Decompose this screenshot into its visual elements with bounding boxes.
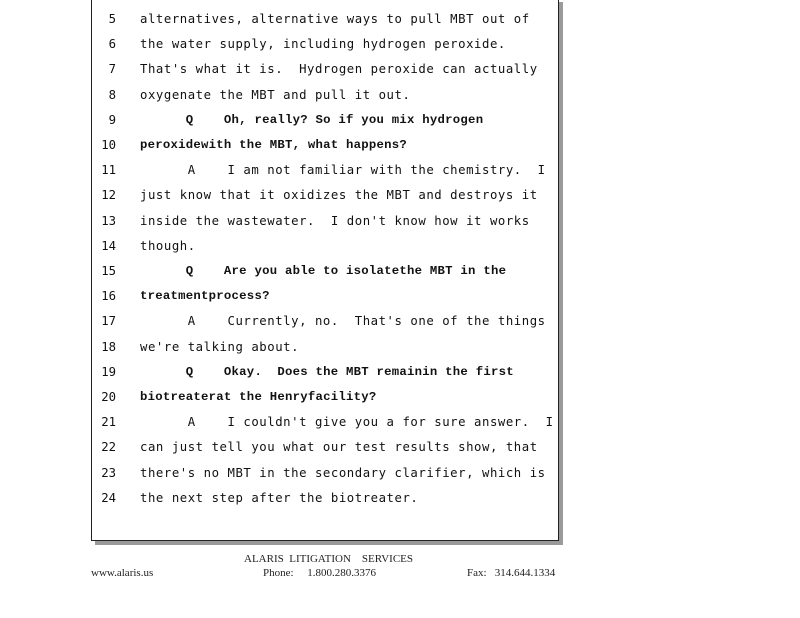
line-text: inside the wastewater. I don't know how it works	[140, 213, 530, 228]
transcript-line	[92, 239, 560, 259]
line-number: 21	[101, 415, 116, 430]
line-text: though.	[140, 238, 196, 253]
line-number: 22	[101, 440, 116, 455]
transcript-line	[92, 113, 560, 133]
line-number: 6	[108, 37, 116, 52]
transcript-line	[92, 289, 560, 309]
footer-fax: Fax: 314.644.1334	[467, 567, 556, 579]
transcript-line	[92, 491, 560, 511]
line-text: Q Oh, really? So if you mix hydrogen	[140, 112, 484, 127]
transcript-line	[92, 163, 560, 183]
transcript-line	[92, 365, 560, 385]
line-number: 20	[101, 390, 116, 404]
line-text: treatmentprocess?	[140, 289, 270, 304]
line-text: oxygenate the MBT and pull it out.	[140, 87, 411, 102]
line-number: 24	[101, 490, 116, 505]
line-number: 19	[101, 364, 116, 379]
footer-website[interactable]: www.alaris.us	[91, 567, 154, 579]
transcript-line	[92, 62, 560, 82]
line-text: A I am not familiar with the chemistry. I	[140, 163, 546, 178]
transcript-page	[91, 0, 559, 541]
transcript-line	[92, 440, 560, 460]
line-text: can just tell you what our test results show, that	[140, 440, 538, 455]
line-text: biotreaterat the Henryfacility?	[140, 390, 377, 404]
transcript-line	[92, 466, 560, 486]
transcript-line	[92, 138, 560, 158]
line-number: 17	[101, 314, 116, 329]
line-number: 9	[108, 112, 116, 127]
transcript-line	[92, 88, 560, 108]
line-number: 13	[101, 213, 116, 228]
transcript-line	[92, 12, 560, 32]
line-number: 10	[101, 138, 116, 152]
transcript-line	[92, 415, 560, 435]
line-text: A Currently, no. That's one of the things	[140, 314, 546, 329]
line-text: That's what it is. Hydrogen peroxide can actually	[140, 62, 538, 77]
transcript-line	[92, 390, 560, 410]
line-number: 16	[101, 289, 116, 304]
transcript-line	[92, 214, 560, 234]
line-text: A I couldn't give you a for sure answer. I	[140, 415, 554, 430]
line-text: peroxidewith the MBT, what happens?	[140, 138, 408, 152]
line-text: Q Okay. Does the MBT remainin the first	[140, 364, 514, 379]
line-text: just know that it oxidizes the MBT and destroys it	[140, 188, 538, 203]
transcript-line	[92, 188, 560, 208]
footer-company: ALARIS LITIGATION SERVICES	[244, 553, 414, 565]
line-text: the next step after the biotreater.	[140, 490, 419, 505]
line-text: we're talking about.	[140, 339, 300, 354]
line-text: the water supply, including hydrogen peroxide.	[140, 37, 506, 52]
footer-phone: Phone: 1.800.280.3376	[263, 567, 377, 579]
line-number: 12	[101, 188, 116, 203]
transcript-line	[92, 340, 560, 360]
transcript-line	[92, 264, 560, 284]
line-text: there's no MBT in the secondary clarifier, which is	[140, 465, 546, 480]
line-number: 5	[108, 12, 116, 26]
line-number: 23	[101, 465, 116, 480]
line-number: 15	[101, 264, 116, 278]
line-text: Q Are you able to isolatethe MBT in the	[140, 264, 507, 278]
line-number: 11	[101, 163, 116, 178]
line-number: 14	[101, 238, 116, 253]
line-number: 8	[108, 87, 116, 102]
line-text: alternatives, alternative ways to pull MBT out of	[140, 12, 530, 26]
line-number: 18	[101, 339, 116, 354]
transcript-line	[92, 314, 560, 334]
line-number: 7	[108, 62, 116, 77]
transcript-line	[92, 37, 560, 57]
